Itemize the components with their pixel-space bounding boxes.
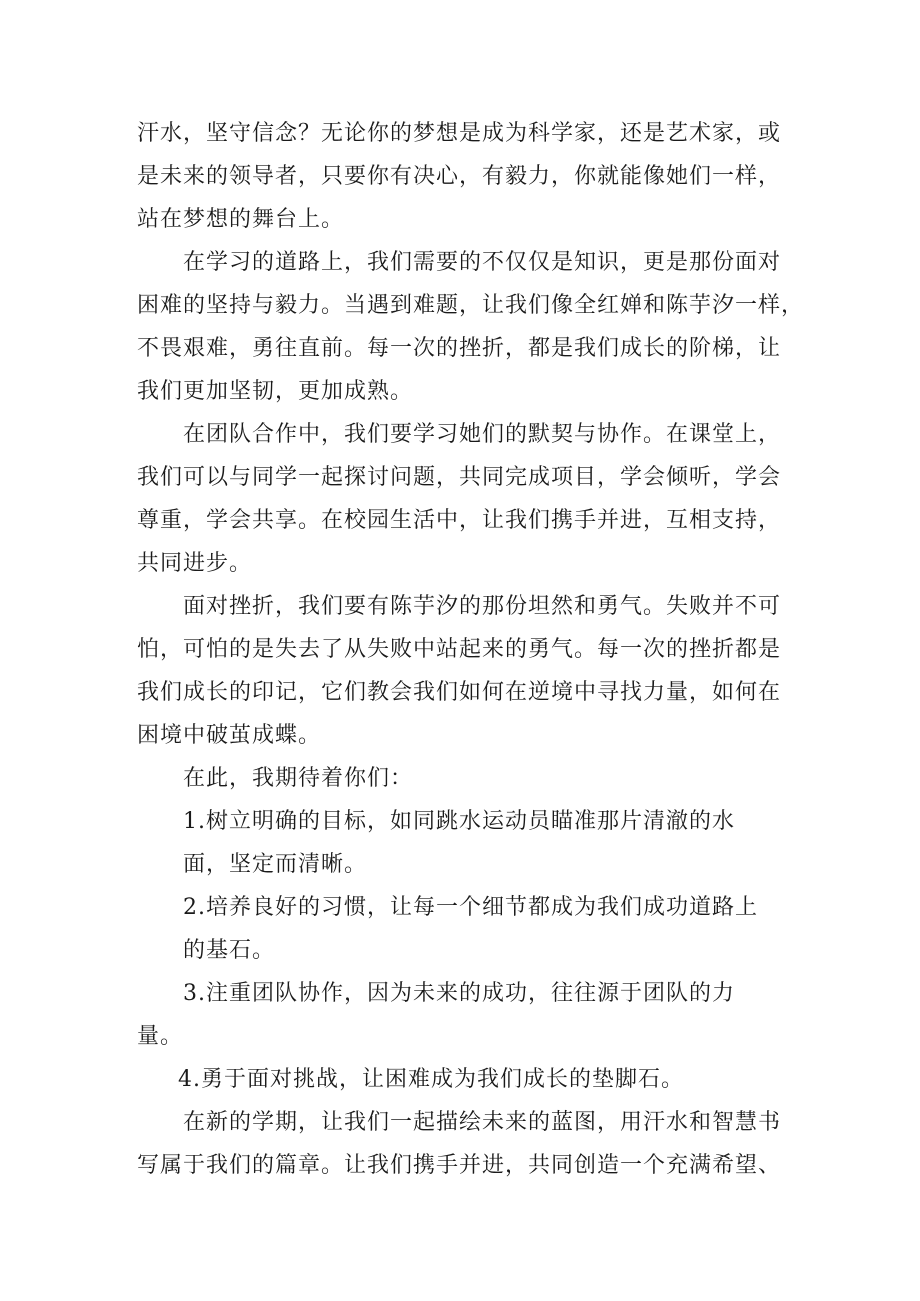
text-line: 我们成长的印记，它们教会我们如何在逆境中寻找力量，如何在 — [137, 680, 782, 705]
text-line: 写属于我们的篇章。让我们携手并进，共同创造一个充满希望、 — [137, 1153, 782, 1178]
list-item-text: 4.勇于面对挑战，让困难成为我们成长的垫脚石。 — [178, 1067, 684, 1092]
text-line: 我们更加坚韧，更加成熟。 — [137, 379, 414, 404]
text-line: 在此，我期待着你们： — [183, 766, 414, 791]
text-line: 我们可以与同学一起探讨问题，共同完成项目，学会倾听，学会 — [137, 465, 782, 490]
text-line: 尊重，学会共享。在校园生活中，让我们携手并进，互相支持， — [137, 508, 782, 533]
list-item-text: 的基石。 — [183, 938, 276, 963]
text-line: 是未来的领导者，只要你有决心，有毅力，你就能像她们一样， — [137, 164, 782, 189]
text-line: 怕，可怕的是失去了从失败中站起来的勇气。每一次的挫折都是 — [137, 637, 782, 662]
text-line: 共同进步。 — [137, 551, 253, 576]
text-line: 面对挫折，我们要有陈芋汐的那份坦然和勇气。失败并不可 — [183, 594, 782, 619]
list-item-text: 2.培养良好的习惯，让每一个细节都成为我们成功道路上 — [183, 895, 758, 920]
text-line: 在团队合作中，我们要学习她们的默契与协作。在课堂上， — [183, 422, 782, 447]
list-item-text: 量。 — [137, 1024, 184, 1049]
text-line: 困难的坚持与毅力。当遇到难题，让我们像全红婵和陈芋汐一样， — [137, 293, 805, 318]
text-line: 汗水，坚守信念？无论你的梦想是成为科学家，还是艺术家，或 — [137, 121, 782, 146]
text-line: 困境中破茧成蝶。 — [137, 723, 322, 748]
text-line: 不畏艰难，勇往直前。每一次的挫折，都是我们成长的阶梯，让 — [137, 336, 782, 361]
text-line: 在学习的道路上，我们需要的不仅仅是知识，更是那份面对 — [183, 250, 782, 275]
list-item-text: 1.树立明确的目标，如同跳水运动员瞄准那片清澈的水 — [183, 809, 735, 834]
list-item-text: 面，坚定而清晰。 — [183, 852, 368, 877]
list-item-text: 3.注重团队协作，因为未来的成功，往往源于团队的力 — [183, 981, 735, 1006]
text-line: 在新的学期，让我们一起描绘未来的蓝图，用汗水和智慧书 — [183, 1110, 782, 1135]
text-line: 站在梦想的舞台上。 — [137, 207, 345, 232]
